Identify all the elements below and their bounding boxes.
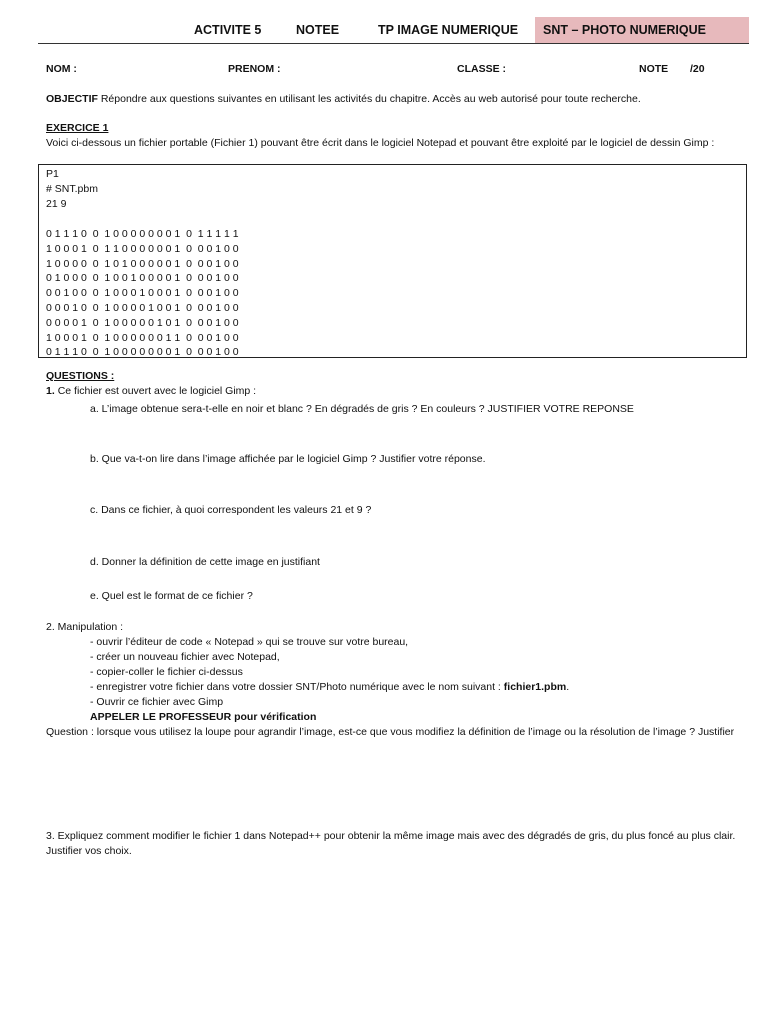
manipulation-step-save	[90, 681, 569, 693]
nom-field-label: NOM :	[46, 63, 77, 75]
objective-text: Répondre aux questions suivantes en utilisant les activités du chapitre. Accès au web autorisé pour toute recherche.	[100, 93, 641, 105]
question-2-zoom: Question : lorsque vous utilisez la loupe pour agrandir l’image, est-ce que vous modifiez la définition de l’image ou la résolution de l’image ? Justifier	[46, 726, 735, 738]
exercise-1-title: EXERCICE 1	[46, 122, 109, 134]
manipulation-step-open: - Ouvrir ce fichier avec Gimp	[90, 696, 224, 708]
save-suffix: .	[566, 681, 570, 693]
file-pixel-row: 0 1 1 1 0 0 1 0 0 0 0 0 0 0 1 0 0 0 1 0 0	[46, 346, 239, 358]
header-divider	[38, 43, 749, 44]
question-1a: a. L’image obtenue sera-t-elle en noir et blanc ? En dégradés de gris ? En couleurs ? JUSTIFIER VOTRE REPONSE	[90, 403, 634, 415]
tp-title: TP IMAGE NUMERIQUE	[378, 23, 519, 37]
question-1c: c. Dans ce fichier, à quoi correspondent les valeurs 21 et 9 ?	[90, 504, 372, 516]
file-pixel-row: 1 0 0 0 0 0 1 0 1 0 0 0 0 0 1 0 0 0 1 0 0	[46, 258, 239, 270]
exercise-1-intro: Voici ci-dessous un fichier portable (Fichier 1) pouvant être écrit dans le logiciel Notepad et pouvant être exploité par le logiciel de dessin Gimp :	[46, 137, 715, 149]
question-1b: b. Que va-t-on lire dans l’image affichée par le logiciel Gimp ? Justifier votre réponse.	[90, 453, 486, 465]
objective-label: OBJECTIF	[46, 93, 98, 105]
file-pixel-row: 0 1 0 0 0 0 1 0 0 1 0 0 0 0 1 0 0 0 1 0 0	[46, 272, 239, 284]
manipulation-step: - ouvrir l’éditeur de code « Notepad » qui se trouve sur votre bureau,	[90, 636, 409, 648]
objective	[46, 93, 641, 105]
question-1	[46, 385, 256, 397]
note-total: /20	[690, 63, 705, 75]
question-3: 3. Expliquez comment modifier le fichier 1 dans Notepad++ pour obtenir la même image mais avec des dégradés de gris, du plus foncé au plus clair. Justifier vos choix.	[46, 830, 736, 857]
note-field-label: NOTE	[639, 63, 669, 75]
manipulation-step: - copier-coller le fichier ci-dessus	[90, 666, 243, 678]
question-1-text: Ce fichier est ouvert avec le logiciel Gimp :	[57, 385, 257, 397]
graded-label: NOTEE	[296, 23, 340, 37]
file-pixel-row: 0 1 1 1 0 0 1 0 0 0 0 0 0 0 1 0 1 1 1 1 1	[46, 228, 239, 240]
file-pixel-row: 1 0 0 0 1 0 1 1 0 0 0 0 0 0 1 0 0 0 1 0 0	[46, 243, 239, 255]
subject-tag: SNT – PHOTO NUMERIQUE	[543, 23, 706, 37]
question-1-number: 1.	[46, 385, 55, 397]
file-pixel-row: 1 0 0 0 1 0 1 0 0 0 0 0 0 1 1 0 0 0 1 0 0	[46, 332, 239, 344]
save-instruction: - enregistrer votre fichier dans votre dossier SNT/Photo numérique avec le nom suivant :	[90, 681, 504, 693]
prenom-field-label: PRENOM :	[228, 63, 281, 75]
questions-title: QUESTIONS :	[46, 370, 115, 382]
file-line-magic: P1	[46, 168, 59, 180]
file-pixel-row: 0 0 0 1 0 0 1 0 0 0 0 1 0 0 1 0 0 0 1 0 0	[46, 302, 239, 314]
manipulation-step: - créer un nouveau fichier avec Notepad,	[90, 651, 280, 663]
question-1e: e. Quel est le format de ce fichier ?	[90, 590, 253, 602]
file-pixel-row: 0 0 1 0 0 0 1 0 0 0 1 0 0 0 1 0 0 0 1 0 0	[46, 287, 239, 299]
classe-field-label: CLASSE :	[457, 63, 507, 75]
file-pixel-row: 0 0 0 0 1 0 1 0 0 0 0 0 1 0 1 0 0 0 1 0 0	[46, 317, 239, 329]
save-filename: fichier1.pbm	[503, 681, 567, 693]
call-teacher: APPELER LE PROFESSEUR pour vérification	[90, 711, 317, 723]
question-1d: d. Donner la définition de cette image en justifiant	[90, 556, 320, 568]
file-line-dimensions: 21 9	[46, 198, 67, 210]
activity-label: ACTIVITE 5	[194, 23, 262, 37]
file-line-comment: # SNT.pbm	[46, 183, 98, 195]
question-2-title: 2. Manipulation :	[46, 621, 124, 633]
